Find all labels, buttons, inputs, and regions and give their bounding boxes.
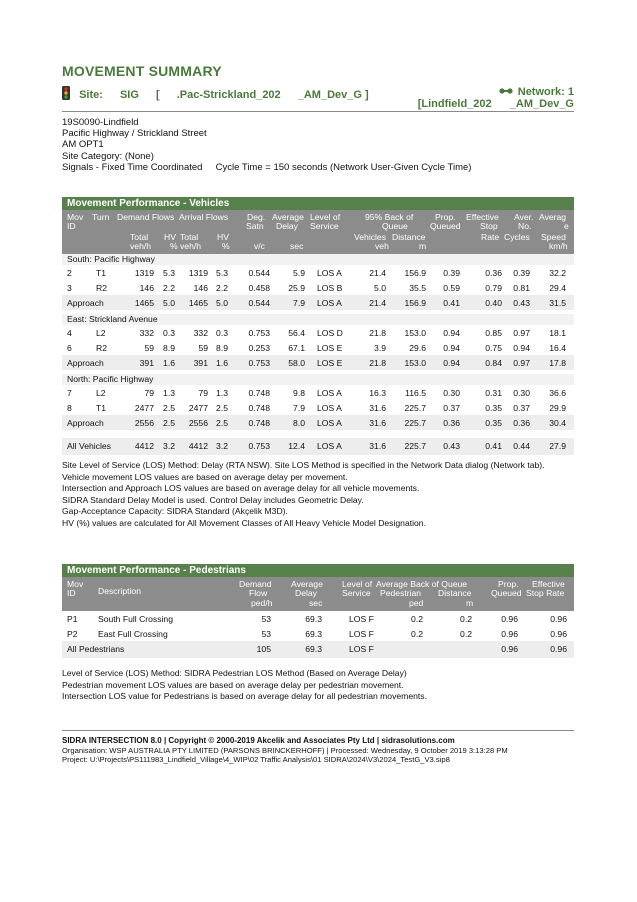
col-arrival-unit: veh/h <box>180 241 202 251</box>
cell-demand-hv: 0.3 <box>163 328 175 338</box>
cell-prop-queued: 0.96 <box>501 614 518 624</box>
cell-arrival-hv: 2.5 <box>216 418 228 428</box>
cell-cycles: 0.36 <box>513 418 530 428</box>
col-aver: Aver. <box>514 212 534 222</box>
ped-col-service: Service <box>342 588 371 598</box>
cell-demand-total: 391 <box>139 358 154 368</box>
cell-cycles: 0.30 <box>513 388 530 398</box>
cell-queue-veh: 16.3 <box>369 388 386 398</box>
cell-arrival-total: 2556 <box>188 418 208 428</box>
pedestrians-column-header <box>62 577 574 611</box>
table-row <box>62 265 574 280</box>
network-variant: _AM_Dev_G <box>509 98 574 110</box>
cell-stop-rate: 0.35 <box>485 418 502 428</box>
cell-los: LOS E <box>317 358 343 368</box>
table-row <box>62 325 574 340</box>
cell-turn: T1 <box>96 403 107 413</box>
cell-approach-label: Approach <box>67 358 104 368</box>
cell-arrival-hv: 5.3 <box>216 268 228 278</box>
cell-demand-hv: 2.5 <box>163 418 175 428</box>
cell-demand-flow: 53 <box>261 629 271 639</box>
col-deg: Deg. <box>247 212 266 222</box>
cell-demand-hv: 2.2 <box>163 283 175 293</box>
cell-prop-queued: 0.94 <box>443 328 460 338</box>
col-demand-total: Total <box>130 232 149 242</box>
ped-col-effective: Effective <box>532 579 565 589</box>
cell-deg-satn: 0.748 <box>248 388 270 398</box>
cell-delay: 25.9 <box>288 283 305 293</box>
col-prop: Prop. <box>435 212 456 222</box>
cell-stop-rate: 0.84 <box>485 358 502 368</box>
cell-deg-satn: 0.748 <box>248 418 270 428</box>
ped-col-avg-back: Average Back of Queue <box>376 579 468 589</box>
col-id: ID <box>67 221 76 231</box>
cell-los: LOS A <box>317 388 342 398</box>
cell-demand-hv: 5.0 <box>163 298 175 308</box>
cell-mov: 2 <box>67 268 72 278</box>
ped-col-prop: Prop. <box>498 579 519 589</box>
cell-los: LOS F <box>349 644 374 654</box>
approach-row <box>62 415 574 430</box>
cell-stop-rate: 0.35 <box>485 403 502 413</box>
cell-arrival-hv: 0.3 <box>216 328 228 338</box>
network-label: Network: 1 <box>517 86 574 98</box>
cell-demand-hv: 2.5 <box>163 403 175 413</box>
site-line <box>62 86 369 101</box>
col-demand-hv-unit: % <box>170 241 178 251</box>
vehicles-panel <box>62 197 574 455</box>
note-line: Intersection and Approach LOS values are based on average delay for all vehicle movements. <box>62 483 420 494</box>
col-back-of-queue: 95% Back of <box>365 212 414 222</box>
cell-queue-dist: 156.9 <box>404 298 426 308</box>
site-info <box>62 117 471 173</box>
cell-demand-total: 79 <box>144 388 154 398</box>
cell-stop-rate: 0.96 <box>550 644 567 654</box>
col-kmh-unit: km/h <box>549 241 568 251</box>
cell-queue-veh: 5.0 <box>374 283 386 293</box>
col-demand-flows: Demand Flows <box>117 212 175 222</box>
cell-description: East Full Crossing <box>98 629 168 639</box>
cell-turn: L2 <box>96 328 106 338</box>
cell-speed: 16.4 <box>549 343 566 353</box>
cell-speed: 36.6 <box>549 388 566 398</box>
vehicle-notes <box>62 460 545 530</box>
cell-demand-hv: 1.3 <box>163 388 175 398</box>
cell-prop-queued: 0.43 <box>443 441 460 451</box>
cell-prop-queued: 0.39 <box>443 268 460 278</box>
cell-queue-veh: 21.8 <box>369 358 386 368</box>
info-line: Site Category: (None) <box>62 150 154 162</box>
cell-queue-veh: 31.6 <box>369 441 386 451</box>
cell-prop-queued: 0.94 <box>443 358 460 368</box>
network-icon <box>499 86 513 96</box>
cell-approach-label: Approach <box>67 298 104 308</box>
ped-col-ped-unit: ped <box>409 598 424 608</box>
cell-queue-dist: 225.7 <box>404 441 426 451</box>
cell-stop-rate: 0.40 <box>485 298 502 308</box>
col-speed: Speed <box>541 232 566 242</box>
cell-demand-hv: 8.9 <box>163 343 175 353</box>
cell-queue-dist: 225.7 <box>404 418 426 428</box>
col-no: No. <box>518 221 532 231</box>
pedestrian-notes <box>62 668 427 703</box>
col-average: Average <box>272 212 304 222</box>
cell-description: South Full Crossing <box>98 614 173 624</box>
vehicles-table-body <box>62 254 574 455</box>
traffic-signal-icon <box>62 86 70 100</box>
cell-mov: 8 <box>67 403 72 413</box>
site-label: Site: <box>79 89 103 101</box>
col-arrival-total: Total <box>180 232 199 242</box>
cell-los: LOS A <box>317 441 342 451</box>
cell-queue-dist: 0.2 <box>460 614 472 624</box>
cell-arrival-total: 146 <box>193 283 208 293</box>
cell-arrival-hv: 1.3 <box>216 388 228 398</box>
site-variant: _AM_Dev_G <box>297 89 362 101</box>
cell-deg-satn: 0.753 <box>248 441 270 451</box>
col-cycles: Cycles <box>504 232 530 242</box>
col-e: e <box>564 221 569 231</box>
cell-speed: 31.5 <box>549 298 566 308</box>
cell-queue-dist: 116.5 <box>405 388 426 398</box>
cell-demand-hv: 3.2 <box>163 441 175 451</box>
table-row <box>62 385 574 400</box>
cell-demand-hv: 5.3 <box>163 268 175 278</box>
table-row <box>62 611 574 626</box>
note-line: SIDRA Standard Delay Model is used. Control Delay includes Geometric Delay. <box>62 494 364 505</box>
network-name: [Lindfield_202 <box>417 98 492 110</box>
approach-row <box>62 355 574 370</box>
cell-mov: 6 <box>67 343 72 353</box>
table-row <box>62 280 574 295</box>
cell-stop-rate: 0.41 <box>485 441 502 451</box>
cell-delay: 7.9 <box>293 403 305 413</box>
cell-demand-flow: 105 <box>256 644 271 654</box>
cell-deg-satn: 0.748 <box>248 403 270 413</box>
col-queue: Queue <box>382 221 408 231</box>
table-row <box>62 626 574 641</box>
footer <box>62 736 508 765</box>
cell-demand-total: 59 <box>144 343 154 353</box>
header-rule <box>62 111 574 112</box>
info-line: 19S0090-Lindfield <box>62 117 139 128</box>
cell-all-label: All Vehicles <box>67 441 111 451</box>
cell-mov: 4 <box>67 328 72 338</box>
col-arrival-hv-unit: % <box>222 241 230 251</box>
cell-demand-hv: 1.6 <box>163 358 175 368</box>
cell-delay: 69.3 <box>305 629 322 639</box>
network-subline <box>418 98 574 110</box>
cell-los: LOS A <box>317 403 342 413</box>
cell-arrival-hv: 8.9 <box>216 343 228 353</box>
info-line: Pacific Highway / Strickland Street <box>62 128 207 140</box>
cell-demand-total: 4412 <box>134 441 154 451</box>
cell-arrival-total: 2477 <box>188 403 208 413</box>
cell-arrival-hv: 5.0 <box>216 298 228 308</box>
cell-deg-satn: 0.753 <box>248 358 270 368</box>
cell-arrival-total: 79 <box>198 388 208 398</box>
cell-mov: 3 <box>67 283 72 293</box>
cell-cycles: 0.43 <box>513 298 530 308</box>
cell-demand-total: 2556 <box>134 418 154 428</box>
cell-speed: 30.4 <box>549 418 566 428</box>
note-line: Intersection LOS value for Pedestrians is based on average delay for all pedestrian movements. <box>62 691 427 702</box>
cell-mov: 7 <box>67 388 72 398</box>
all-vehicles-row <box>62 438 574 455</box>
note-line: Vehicle movement LOS values are based on average delay per movement. <box>62 471 348 482</box>
cell-all-label: All Pedestrians <box>67 644 125 654</box>
cell-arrival-total: 332 <box>193 328 208 338</box>
cell-turn: R2 <box>96 343 107 353</box>
col-rate: Rate <box>481 232 500 242</box>
col-satn: Satn <box>246 221 264 231</box>
cell-arrival-hv: 3.2 <box>216 441 228 451</box>
ped-col-delay: Delay <box>295 588 317 598</box>
cell-los: LOS D <box>317 328 343 338</box>
cell-stop-rate: 0.31 <box>485 388 502 398</box>
col-effective: Effective <box>466 212 499 222</box>
cell-stop-rate: 0.36 <box>485 268 502 278</box>
vehicles-column-header <box>62 210 574 254</box>
footer-copyright: SIDRA INTERSECTION 8.0 | Copyright © 2000-2019 Akcelik and Associates Pty Ltd | sidrasolutions.com <box>62 736 455 745</box>
section-heading: South: Pacific Highway <box>62 254 574 265</box>
cell-speed: 27.9 <box>549 441 566 451</box>
cell-prop-queued: 0.96 <box>501 644 518 654</box>
section-heading: North: Pacific Highway <box>62 374 574 385</box>
cell-prop-queued: 0.41 <box>443 298 460 308</box>
cell-demand-total: 146 <box>139 283 154 293</box>
cell-demand-total: 2477 <box>134 403 154 413</box>
col-demand-unit: veh/h <box>130 241 152 251</box>
col-arrival-flows: Arrival Flows <box>179 212 229 222</box>
cell-cycles: 0.39 <box>513 268 530 278</box>
cell-arrival-hv: 2.2 <box>216 283 228 293</box>
cell-los: LOS E <box>317 343 343 353</box>
cell-speed: 32.2 <box>549 268 566 278</box>
cell-queue-dist: 35.5 <box>409 283 426 293</box>
pedestrians-panel-title: Movement Performance - Pedestrians <box>62 564 574 577</box>
ped-col-demand: Demand <box>239 579 272 589</box>
cell-cycles: 0.44 <box>513 441 530 451</box>
page-title: MOVEMENT SUMMARY <box>62 63 222 79</box>
cell-stop-rate: 0.75 <box>485 343 502 353</box>
ped-col-flow: Flow <box>249 588 268 598</box>
cell-delay: 69.3 <box>305 614 322 624</box>
cell-stop-rate: 0.85 <box>485 328 502 338</box>
cell-deg-satn: 0.253 <box>248 343 270 353</box>
col-vc: v/c <box>254 241 265 251</box>
cell-speed: 29.9 <box>549 403 566 413</box>
cell-demand-total: 332 <box>139 328 154 338</box>
col-turn: Turn <box>92 212 110 222</box>
pedestrians-table-body <box>62 611 574 658</box>
cell-delay: 67.1 <box>288 343 305 353</box>
cell-cycles: 0.94 <box>513 343 530 353</box>
cell-demand-flow: 53 <box>261 614 271 624</box>
cell-los: LOS A <box>317 298 342 308</box>
ped-col-description: Description <box>98 586 141 596</box>
footer-organisation: Organisation: WSP AUSTRALIA PTY LIMITED (PARSONS BRINCKERHOFF) | Processed: Wednesday, 9 October 2019 3:13:28 PM <box>62 745 508 755</box>
cell-queue-dist: 225.7 <box>404 403 426 413</box>
cell-turn: T1 <box>96 268 107 278</box>
all-pedestrians-row <box>62 641 574 658</box>
cell-queue-veh: 21.4 <box>369 298 386 308</box>
cell-queue-dist: 153.0 <box>404 328 426 338</box>
cell-queue-ped: 0.2 <box>411 629 423 639</box>
table-row <box>62 340 574 355</box>
col-queued: Queued <box>430 221 461 231</box>
cell-arrival-total: 1465 <box>188 298 208 308</box>
cell-los: LOS A <box>317 268 342 278</box>
cell-queue-veh: 31.6 <box>369 418 386 428</box>
approach-row <box>62 295 574 310</box>
col-service: Service <box>310 221 339 231</box>
table-row <box>62 400 574 415</box>
note-line: Level of Service (LOS) Method: SIDRA Pedestrian LOS Method (Based on Average Delay) <box>62 668 407 678</box>
note-line: Pedestrian movement LOS values are based on average delay per pedestrian movement. <box>62 679 404 690</box>
cell-los: LOS A <box>317 418 342 428</box>
cell-stop-rate: 0.96 <box>550 614 567 624</box>
col-delay: Delay <box>276 221 298 231</box>
col-level-of: Level of <box>310 212 341 222</box>
footer-project: Project: U:\Projects\PS111983_Lindfield_Village\4_WIP\02 Traffic Analysis\01 SIDRA\2024\V3\2024_TestG_V3.sip8 <box>62 755 450 764</box>
cell-cycles: 0.81 <box>513 283 530 293</box>
cell-mov: P1 <box>67 614 78 624</box>
ped-col-pedestrian: Pedestrian <box>380 588 422 598</box>
site-id: SIG <box>119 89 139 101</box>
cell-prop-queued: 0.96 <box>501 629 518 639</box>
cell-turn: R2 <box>96 283 107 293</box>
cell-approach-label: Approach <box>67 418 104 428</box>
cell-delay: 56.4 <box>288 328 305 338</box>
cell-cycles: 0.97 <box>513 358 530 368</box>
ped-col-distance: Distance <box>438 588 472 598</box>
col-averag: Averag <box>539 212 567 222</box>
cell-demand-total: 1465 <box>134 298 154 308</box>
ped-col-delay-unit: sec <box>309 598 323 608</box>
cell-delay: 9.8 <box>293 388 305 398</box>
cell-los: LOS F <box>349 614 374 624</box>
cell-cycles: 0.97 <box>513 328 530 338</box>
col-m-unit: m <box>419 241 427 251</box>
col-delay-unit: sec <box>290 241 304 251</box>
pedestrians-panel <box>62 564 574 658</box>
ped-col-queued: Queued <box>491 588 522 598</box>
col-vehicles: Vehicles <box>354 232 387 242</box>
cell-stop-rate: 0.96 <box>550 629 567 639</box>
site-name: .Pac-Strickland_202 <box>176 89 281 101</box>
col-mov: Mov <box>67 212 84 222</box>
cell-queue-veh: 21.4 <box>369 268 386 278</box>
footer-rule <box>62 730 574 731</box>
cell-arrival-hv: 1.6 <box>216 358 228 368</box>
network-line <box>499 86 574 98</box>
cell-speed: 18.1 <box>549 328 566 338</box>
cell-prop-queued: 0.59 <box>443 283 460 293</box>
cell-queue-dist: 0.2 <box>460 629 472 639</box>
ped-col-flow-unit: ped/h <box>251 598 273 608</box>
cell-deg-satn: 0.753 <box>248 328 270 338</box>
cell-prop-queued: 0.37 <box>443 403 460 413</box>
cell-arrival-total: 59 <box>198 343 208 353</box>
info-line: AM OPT1 <box>62 139 104 151</box>
cell-prop-queued: 0.36 <box>443 418 460 428</box>
note-line: Gap-Acceptance Capacity: SIDRA Standard (Akçelik M3D). <box>62 506 288 517</box>
cell-mov: P2 <box>67 629 78 639</box>
col-veh-unit: veh <box>375 241 389 251</box>
cell-los: LOS B <box>317 283 343 293</box>
cell-prop-queued: 0.94 <box>443 343 460 353</box>
cell-turn: L2 <box>96 388 106 398</box>
ped-col-level-of: Level of <box>342 579 373 589</box>
col-distance: Distance <box>392 232 426 242</box>
cell-prop-queued: 0.30 <box>443 388 460 398</box>
vehicles-panel-title: Movement Performance - Vehicles <box>62 197 574 210</box>
site-bracket-close: ] <box>365 89 369 101</box>
ped-col-m-unit: m <box>466 598 474 608</box>
cell-queue-dist: 156.9 <box>404 268 426 278</box>
cell-queue-veh: 3.9 <box>374 343 386 353</box>
col-demand-hv: HV <box>164 232 176 242</box>
col-arrival-hv: HV <box>217 232 229 242</box>
cell-delay: 7.9 <box>293 298 305 308</box>
cell-arrival-total: 1319 <box>188 268 208 278</box>
col-stop: Stop <box>480 221 498 231</box>
ped-col-average: Average <box>291 579 323 589</box>
cell-queue-dist: 29.6 <box>409 343 426 353</box>
cell-demand-total: 1319 <box>134 268 154 278</box>
cell-arrival-hv: 2.5 <box>216 403 228 413</box>
cell-queue-veh: 21.8 <box>369 328 386 338</box>
ped-col-stop-rate: Stop Rate <box>526 588 565 598</box>
ped-col-id: ID <box>67 588 76 598</box>
cell-arrival-total: 391 <box>193 358 208 368</box>
cell-delay: 58.0 <box>288 358 305 368</box>
cell-deg-satn: 0.544 <box>248 268 270 278</box>
info-line: Signals - Fixed Time Coordinated Cycle Time = 150 seconds (Network User-Given Cycle Time) <box>62 161 472 173</box>
cell-delay: 12.4 <box>288 441 305 451</box>
cell-stop-rate: 0.79 <box>485 283 502 293</box>
cell-delay: 5.9 <box>293 268 305 278</box>
cell-delay: 8.0 <box>293 418 305 428</box>
cell-los: LOS F <box>349 629 374 639</box>
cell-delay: 69.3 <box>305 644 322 654</box>
cell-queue-veh: 31.6 <box>369 403 386 413</box>
cell-queue-dist: 153.0 <box>404 358 426 368</box>
cell-cycles: 0.37 <box>513 403 530 413</box>
cell-deg-satn: 0.458 <box>248 283 270 293</box>
ped-col-mov: Mov <box>67 579 84 589</box>
note-line: HV (%) values are calculated for All Movement Classes of All Heavy Vehicle Model Designation. <box>62 517 426 528</box>
note-line: Site Level of Service (LOS) Method: Delay (RTA NSW). Site LOS Method is specified in the Network Data dialog (Network tab). <box>62 460 545 470</box>
cell-speed: 17.8 <box>549 358 566 368</box>
cell-speed: 29.4 <box>549 283 566 293</box>
site-bracket-open: [ <box>155 89 160 101</box>
cell-arrival-total: 4412 <box>188 441 208 451</box>
cell-deg-satn: 0.544 <box>248 298 270 308</box>
cell-queue-ped: 0.2 <box>411 614 423 624</box>
section-heading: East: Strickland Avenue <box>62 314 574 325</box>
